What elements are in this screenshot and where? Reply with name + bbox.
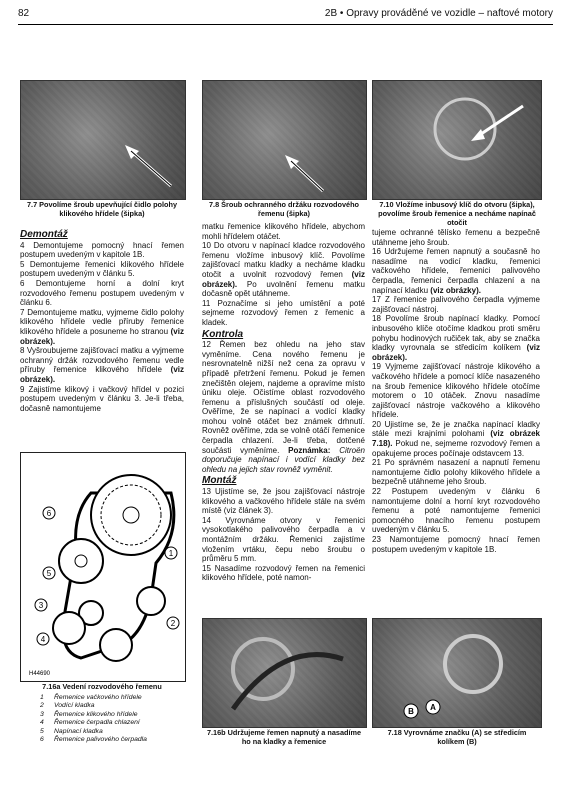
paragraph-12: 12 Řemen bez ohledu na jeho stav vyměníme. Cena nového řemenu je nesrovnatelně nižší než cena za opravu v případě přetržení řemenu. Pokud je řemen znečištěn olejem, najdeme a opravíme místo úniku oleje. Očistíme oblast rozvodového řemenu a příslušných součástí od oleje. Ověříme, že se napínací a vodící kladky mohou volně otáčet bez známek drhnutí. Rovněž ověříme, zda se volně otáčí řemenice čerpadla chlazení. Je-li třeba, dotčené součásti vyměníme. Poznámka: Citroën doporučuje napínací i vodící kladky bez ohledu na jejich stav rovněž vyměnit. xyxy=(202,340,365,474)
timing-belt-diagram xyxy=(20,452,186,682)
text-column-1 xyxy=(20,228,184,413)
paragraph-9: 9 Zajistíme klikový i vačkový hřídel v pozici postupem uvedeným v článku 3. Je-li třeba, dočasně namontujeme xyxy=(20,384,184,413)
paragraph-19: 19 Vyjmeme zajišťovací nástroje klikového a vačkového hřídele a pomocí klíče nasazeného na šroub řemenice klikového hřídele otočíme motorem o 10 otáček. Znovu nasadíme zajišťovací nástroje vačkového a klikového hřídele. xyxy=(372,362,540,420)
diagram-code: H44690 xyxy=(29,671,51,677)
photo-7-18 xyxy=(372,618,542,728)
svg-text:1: 1 xyxy=(168,549,174,558)
paragraph-17: 17 Z řemenice palivového čerpadla vyjmeme zajišťovací nástroj. xyxy=(372,295,540,314)
page-number: 82 xyxy=(18,8,30,19)
text-column-3 xyxy=(372,228,540,554)
svg-text:4: 4 xyxy=(40,635,46,644)
paragraph-21: 21 Po správném nasazení a napnutí řemenu namontujeme čidlo polohy klikového hřídele a bezpečně utáhneme jeho šroub. xyxy=(372,458,540,487)
photo-7-8 xyxy=(202,80,367,200)
label-b-marker xyxy=(404,704,418,718)
arrow-icon xyxy=(21,81,185,199)
photo-7-10 xyxy=(372,80,542,200)
section-heading-kontrola: Kontrola xyxy=(202,328,244,340)
caption-7-7: 7.7 Povolíme šroub upevňující čidlo polohy klikového hřídele (šipka) xyxy=(26,200,178,218)
paragraph-13: 13 Ujistíme se, že jsou zajišťovací nástroje klikového a vačkového hřídele stále na svém místě (viz článek 3). xyxy=(202,487,365,516)
legend-item: 4 Řemenice čerpadla chlazení xyxy=(40,719,140,727)
diagram-callout xyxy=(165,547,177,559)
paragraph-5: 5 Demontujeme řemenici klikového hřídele postupem uvedeným v článku 5. xyxy=(20,259,184,279)
paragraph-11: 11 Poznačíme si jeho umístění a poté sejmeme rozvodový řemen z řemenic a kladek. xyxy=(202,298,365,327)
paragraph-9-cont: matku řemenice klikového hřídele, abychom mohli hřídelem otáčet. xyxy=(202,222,365,241)
diagram-callout xyxy=(43,507,55,519)
legend-item: 6 Řemenice palivového čerpadla xyxy=(40,736,147,744)
svg-text:B: B xyxy=(408,707,414,716)
section-heading-demontaz: Demontáž xyxy=(20,229,68,240)
svg-text:5: 5 xyxy=(46,569,52,578)
caption-7-16a: 7.16a Vedení rozvodového řemenu xyxy=(42,682,162,691)
photo-7-16b xyxy=(202,618,367,728)
paragraph-23: 23 Namontujeme pomocný hnací řemen postupem uvedeným v kapitole 1B. xyxy=(372,535,540,554)
paragraph-18: 18 Povolíme šroub napínací kladky. Pomocí inbusového klíče otočíme kladkou proti směru pohybu hodinových ručiček tak, aby se značka kladky vyrovnala se středicím kolíkem (viz obrázek). xyxy=(372,314,540,362)
paragraph-16: 16 Udržujeme řemen napnutý a současně ho nasadíme na vodicí kladku, řemenici vačkového hřídele, řemenici palivového čerpadla, řemenici čerpadla chlazení a na napínací kladku (viz obrázky). xyxy=(372,247,540,295)
legend-item: 3 Řemenice klikového hřídele xyxy=(40,710,138,718)
page-header xyxy=(18,8,553,24)
header-rule xyxy=(18,24,553,25)
chapter-title: 2B • Opravy prováděné ve vozidle – naftové motory xyxy=(324,8,553,19)
label-a-marker xyxy=(426,700,440,714)
arrow-icon xyxy=(373,81,541,199)
paragraph-22: 22 Postupem uvedeným v článku 6 namontujeme dolní a horní kryt rozvodového řemenu a poté namontujeme řemenici pomocného hnacího řemenu postupem uvedeným v článku 5. xyxy=(372,487,540,535)
text-column-2 xyxy=(202,222,365,583)
caption-7-16b: 7.16b Udržujeme řemen napnutý a nasadíme ho na kladky a řemenice xyxy=(206,728,362,746)
svg-text:3: 3 xyxy=(38,601,44,610)
arrow-icon xyxy=(203,81,366,199)
paragraph-8: 8 Vyšroubujeme zajišťovací matku a vyjmeme ochranný držák rozvodového řemenu vedle příruby řemenice klikového hřídele (viz obrázek). xyxy=(20,346,184,384)
caption-7-18: 7.18 Vyrovnáme značku (A) se středicím kolíkem (B) xyxy=(387,728,527,746)
paragraph-14: 14 Vyrovnáme otvory v řemenici vysokotlakého palivového čerpadla a v montážním držáku. Řemenici zajistíme vložením vrtáku, čepu nebo šroubu o průměru 5 mm. xyxy=(202,515,365,564)
paragraph-20: 20 Ujistíme se, že je značka napínací kladky stále mezi krajními polohami (viz obrázek 7.18). Pokud ne, sejmeme rozvodový řemen a opakujeme proces počínaje odstavcem 13. xyxy=(372,419,540,458)
legend-item: 2 Vodící kladka xyxy=(40,702,95,710)
diagram-callout xyxy=(43,567,55,579)
photo-7-7 xyxy=(20,80,186,200)
paragraph-15-cont: tujeme ochranné tělísko řemenu a bezpečně utáhneme jeho šroub. xyxy=(372,228,540,247)
caption-7-8: 7.8 Šroub ochranného držáku rozvodového řemenu (šipka) xyxy=(208,200,359,218)
paragraph-7: 7 Demontujeme matku, vyjmeme čidlo polohy klikového hřídele vedle příruby řemenice klikového hřídele a posuneme ho stranou (viz obrázek). xyxy=(20,307,184,346)
diagram-callout xyxy=(37,633,49,645)
diagram-legend xyxy=(40,694,190,744)
paragraph-15: 15 Nasadíme rozvodový řemen na řemenici klikového hřídele, poté namon- xyxy=(202,563,365,583)
diagram-callout xyxy=(35,599,47,611)
svg-text:6: 6 xyxy=(46,509,52,518)
svg-text:2: 2 xyxy=(170,619,176,628)
paragraph-6: 6 Demontujeme horní a dolní kryt rozvodového řemenu postupem uvedeným v článku 6. xyxy=(20,278,184,308)
legend-item: 1 Řemenice vačkového hřídele xyxy=(40,694,142,701)
caption-7-10: 7.10 Vložíme inbusový klíč do otvoru (šipka), povolíme šroub řemenice a necháme napínač otočit xyxy=(378,200,536,227)
diagram-callout xyxy=(167,617,179,629)
svg-text:A: A xyxy=(430,703,436,712)
section-heading-montaz: Montáž xyxy=(202,475,237,487)
paragraph-10: 10 Do otvoru v napínací kladce rozvodového řemenu vložíme inbusový klíč. Povolíme zajišťovací matku kladky a necháme kladku otočit a uvolnit rozvodový řemen (viz obrázek). Po uvolnění řemenu matku dočasně opět utáhneme. xyxy=(202,241,365,299)
paragraph-4: 4 Demontujeme pomocný hnací řemen postupem uvedeným v kapitole 1B. xyxy=(20,240,184,260)
legend-item: 5 Napínací kladka xyxy=(40,727,103,735)
